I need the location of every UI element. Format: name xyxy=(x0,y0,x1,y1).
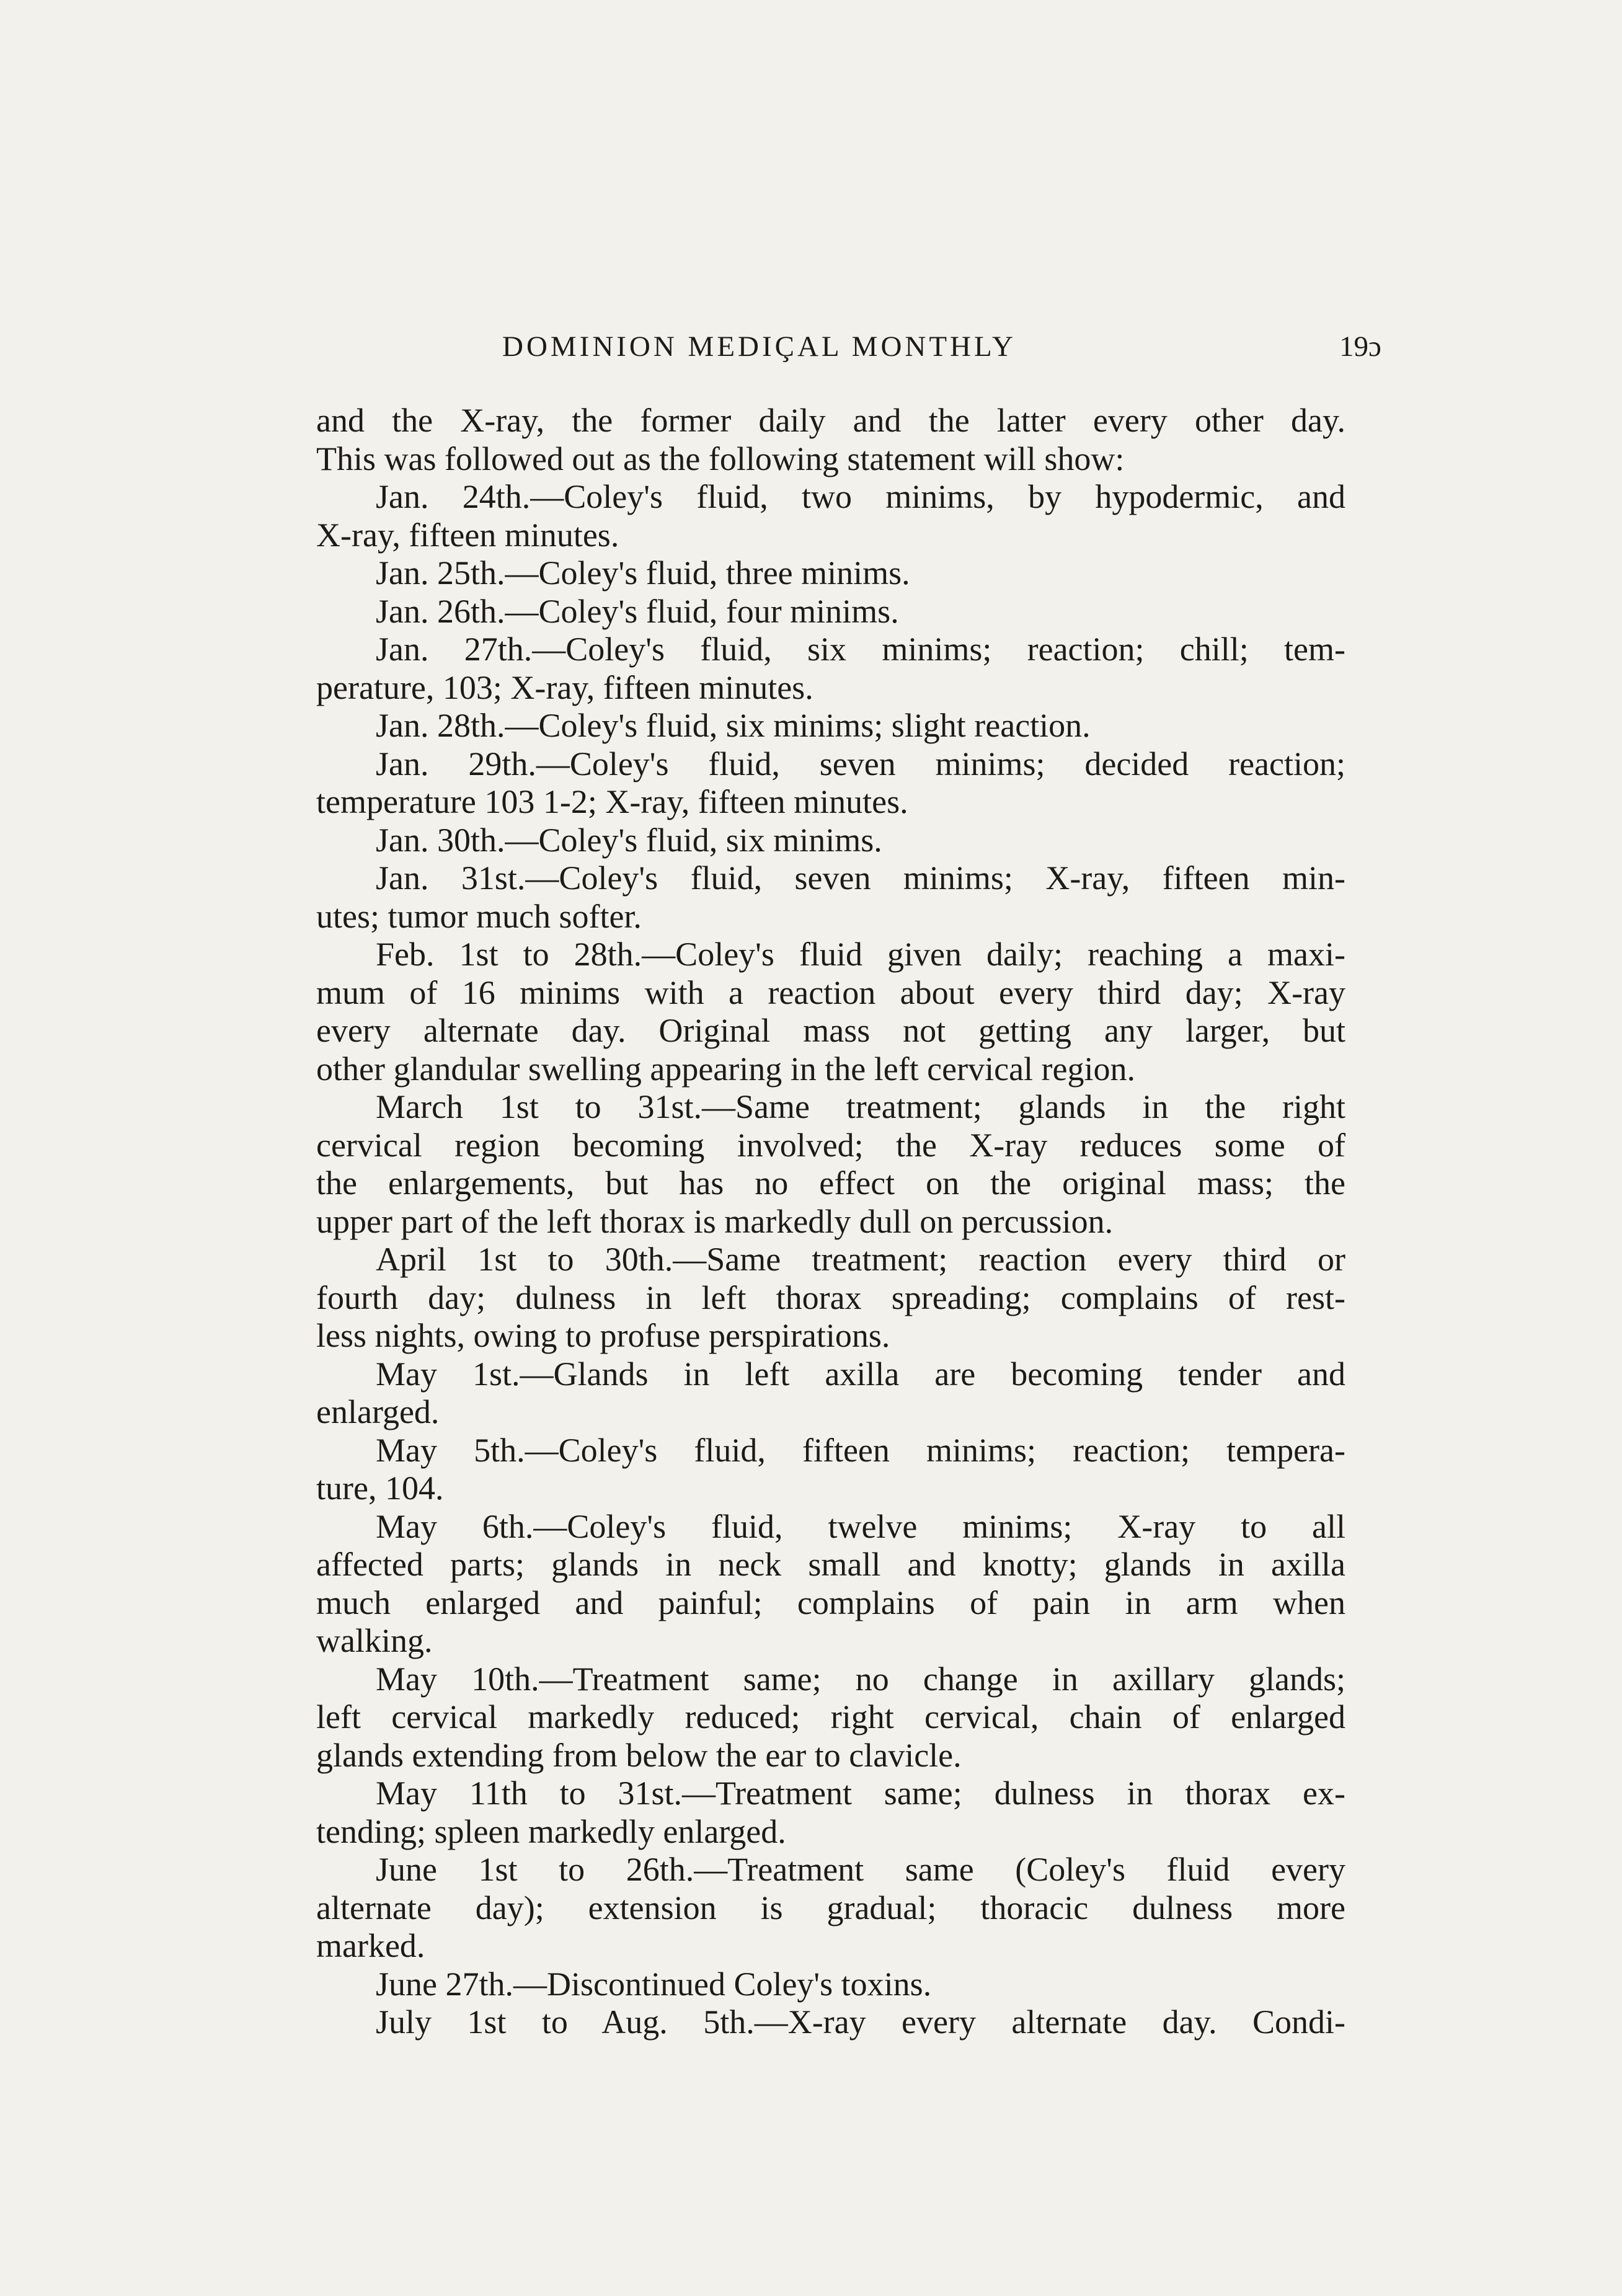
body-text xyxy=(316,402,1345,2042)
text-line: May 1st.—Glands in left axilla are becoming tender and xyxy=(376,1355,1345,1393)
text-line: Jan. 28th.—Coley's fluid, six minims; slight reaction. xyxy=(376,707,1091,744)
text-line: Jan. 24th.—Coley's fluid, two minims, by hypodermic, and xyxy=(376,478,1345,515)
text-line: May 10th.—Treatment same; no change in axillary glands; xyxy=(376,1660,1345,1698)
text-line: March 1st to 31st.—Same treatment; glands in the right xyxy=(376,1088,1345,1125)
text-line: and the X-ray, the former daily and the latter every other day. xyxy=(316,402,1345,439)
text-line: Jan. 30th.—Coley's fluid, six minims. xyxy=(376,821,882,859)
text-line: affected parts; glands in neck small and knotty; glands in axilla xyxy=(316,1546,1345,1583)
text-line: enlarged. xyxy=(316,1393,440,1430)
text-line: Feb. 1st to 28th.—Coley's fluid given daily; reaching a maxi- xyxy=(376,936,1345,973)
text-line: glands extending from below the ear to clavicle. xyxy=(316,1736,962,1774)
text-line: Jan. 25th.—Coley's fluid, three minims. xyxy=(376,554,910,592)
text-line: utes; tumor much softer. xyxy=(316,897,642,935)
text-line: May 11th to 31st.—Treatment same; dulness in thorax ex- xyxy=(376,1775,1345,1812)
text-line: perature, 103; X-ray, fifteen minutes. xyxy=(316,668,813,706)
running-header xyxy=(502,330,1457,379)
text-line: July 1st to Aug. 5th.—X-ray every alternate day. Condi- xyxy=(376,2003,1345,2041)
text-line: walking. xyxy=(316,1622,433,1659)
text-line: Jan. 29th.—Coley's fluid, seven minims; decided reaction; xyxy=(376,745,1345,782)
text-line: Jan. 26th.—Coley's fluid, four minims. xyxy=(376,592,899,630)
text-line: May 6th.—Coley's fluid, twelve minims; X-ray to all xyxy=(376,1507,1345,1545)
text-line: April 1st to 30th.—Same treatment; reaction every third or xyxy=(376,1241,1345,1278)
text-line: June 1st to 26th.—Treatment same (Coley's fluid every xyxy=(376,1851,1345,1888)
text-line: temperature 103 1-2; X-ray, fifteen minutes. xyxy=(316,783,908,820)
text-line: less nights, owing to profuse perspirations. xyxy=(316,1317,890,1354)
text-line: May 5th.—Coley's fluid, fifteen minims; reaction; tempera- xyxy=(376,1431,1345,1469)
text-line: tending; spleen markedly enlarged. xyxy=(316,1812,786,1850)
text-line: mum of 16 minims with a reaction about every third day; X-ray xyxy=(316,973,1345,1011)
text-line: upper part of the left thorax is markedly dull on percussion. xyxy=(316,1202,1114,1240)
text-line: alternate day); extension is gradual; thoracic dulness more xyxy=(316,1889,1345,1926)
running-title: DOMINION MEDIÇAL MONTHLY xyxy=(502,330,1016,363)
text-line: much enlarged and painful; complains of pain in arm when xyxy=(316,1584,1345,1621)
text-line: June 27th.—Discontinued Coley's toxins. xyxy=(376,1965,932,2003)
text-line: This was followed out as the following statement will show: xyxy=(316,440,1125,477)
text-line: ture, 104. xyxy=(316,1469,444,1507)
text-line: other glandular swelling appearing in the left cervical region. xyxy=(316,1050,1135,1088)
text-line: Jan. 27th.—Coley's fluid, six minims; reaction; chill; tem- xyxy=(376,631,1345,668)
text-line: Jan. 31st.—Coley's fluid, seven minims; X-ray, fifteen min- xyxy=(376,859,1345,897)
text-line: left cervical markedly reduced; right cervical, chain of enlarged xyxy=(316,1698,1345,1735)
text-line: fourth day; dulness in left thorax spreading; complains of rest- xyxy=(316,1279,1345,1316)
text-line: the enlargements, but has no effect on the original mass; the xyxy=(316,1164,1345,1202)
text-line: marked. xyxy=(316,1927,425,1964)
text-line: X-ray, fifteen minutes. xyxy=(316,516,619,554)
text-line: cervical region becoming involved; the X-ray reduces some of xyxy=(316,1126,1345,1164)
page-number: 19ɔ xyxy=(1339,330,1381,363)
text-line: every alternate day. Original mass not getting any larger, but xyxy=(316,1012,1345,1049)
